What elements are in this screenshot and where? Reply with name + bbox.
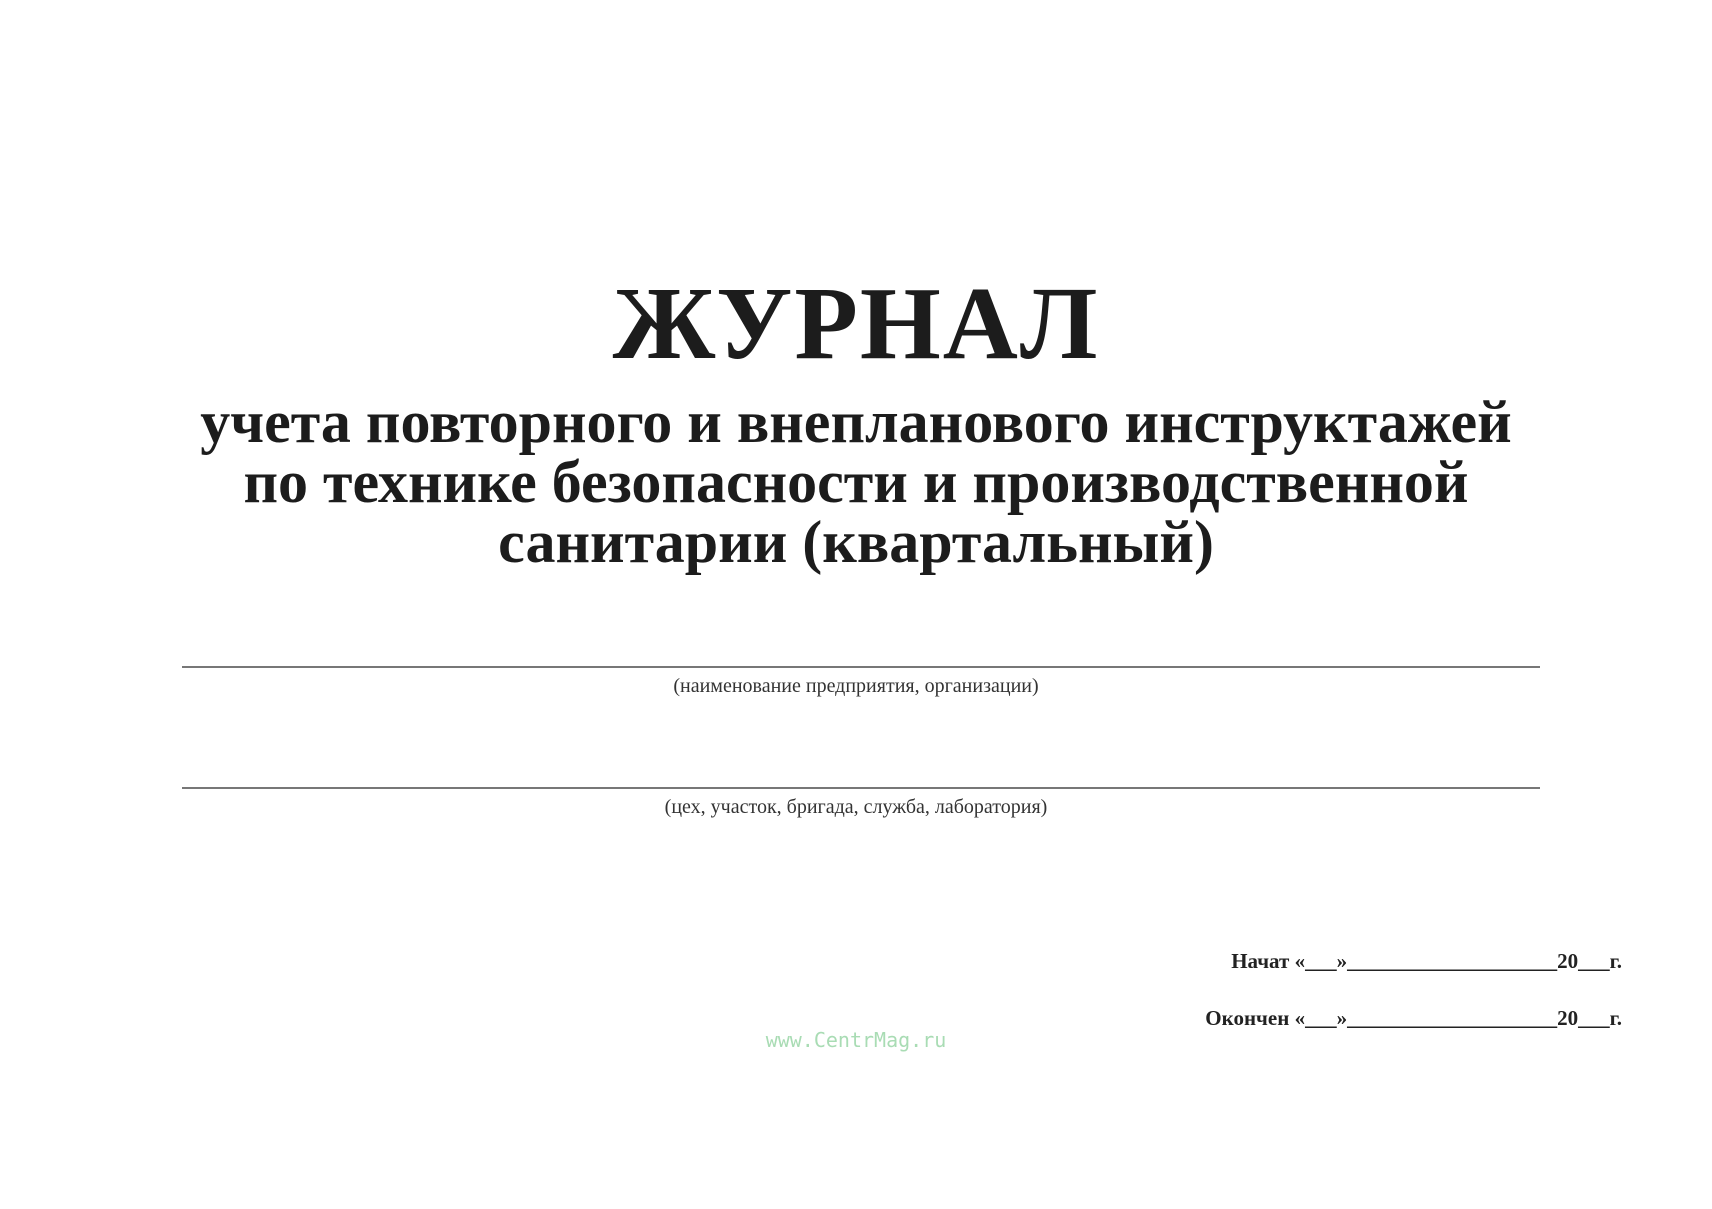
organization-fill-line (182, 666, 1540, 668)
department-fill-line (182, 787, 1540, 789)
started-date-line: Начат «___»____________________20___г. (1231, 949, 1622, 973)
ended-date-line: Окончен «___»____________________20___г. (1205, 1006, 1622, 1030)
journal-title: ЖУРНАЛ (612, 266, 1100, 381)
organization-caption: (наименование предприятия, организации) (673, 675, 1039, 697)
subtitle-line-1: учета повторного и внепланового инструктажей (200, 389, 1512, 455)
site-watermark: www.CentrMag.ru (765, 1028, 947, 1052)
department-caption: (цех, участок, бригада, служба, лаборатория) (664, 796, 1048, 818)
journal-subtitle (0, 389, 1712, 575)
subtitle-line-3: санитарии (квартальный) (498, 509, 1214, 575)
subtitle-line-2: по технике безопасности и производственной (243, 449, 1469, 515)
